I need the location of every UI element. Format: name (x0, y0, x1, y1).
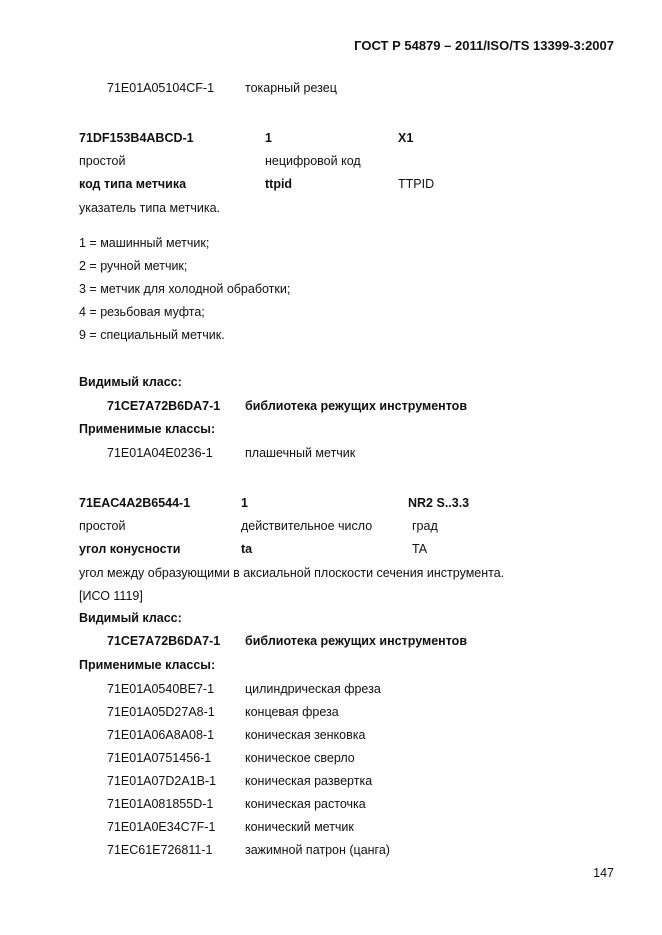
applicable-name-8: зажимной патрон (цанга) (245, 843, 390, 857)
applicable-name-7: конический метчик (245, 820, 354, 834)
entry2-id: 71EAC4A2B6544-1 (79, 496, 191, 510)
entry1-visible-label: Видимый класс: (79, 375, 182, 389)
applicable-code-7: 71E01A0E34C7F-1 (107, 820, 216, 834)
entry2-visible-name: библиотека режущих инструментов (245, 634, 468, 648)
entry1-visible-code: 71CE7A72B6DA7-1 (107, 399, 221, 413)
applicable-name-5: коническая развертка (245, 774, 373, 788)
applicable-code-2: 71E01A05D27A8-1 (107, 705, 215, 719)
entry2-applicable-label: Применимые классы: (79, 658, 216, 672)
entry2-reference: [ИСО 1119] (79, 589, 143, 603)
entry1-id: 71DF153B4ABCD-1 (79, 131, 194, 145)
applicable-name-1: цилиндрическая фреза (245, 682, 381, 696)
entry2-symbol: ta (241, 542, 253, 556)
entry1-kind: простой (79, 154, 126, 168)
entry1-value-4: 4 = резьбовая муфта; (79, 305, 205, 319)
entry2-name: угол конусности (79, 542, 181, 556)
entry1-symbol-upper: TTPID (398, 177, 435, 191)
page-header: ГОСТ Р 54879 – 2011/ISO/TS 13399-3:2007 (354, 38, 614, 53)
applicable-name-2: концевая фреза (245, 705, 339, 719)
entry1-datatype: нецифровой код (265, 154, 361, 168)
entry2-kind: простой (79, 519, 126, 533)
applicable-name-6: коническая расточка (245, 797, 366, 811)
entry1-name: код типа метчика (79, 177, 187, 191)
entry1-visible-name: библиотека режущих инструментов (245, 399, 468, 413)
entry2-code: NR2 S..3.3 (408, 496, 470, 510)
entry1-applicable-name: плашечный метчик (245, 446, 356, 460)
entry1-definition: указатель типа метчика. (79, 201, 221, 215)
entry1-value-5: 9 = специальный метчик. (79, 328, 225, 342)
entry1-code: X1 (398, 131, 414, 145)
applicable-code-4: 71E01A0751456-1 (107, 751, 212, 765)
entry1-value-1: 1 = машинный метчик; (79, 236, 210, 250)
entry2-visible-code: 71CE7A72B6DA7-1 (107, 634, 221, 648)
applicable-name-3: коническая зенковка (245, 728, 366, 742)
entry1-value-3: 3 = метчик для холодной обработки; (79, 282, 291, 296)
entry1-value-2: 2 = ручной метчик; (79, 259, 188, 273)
entry2-unit: град (412, 519, 438, 533)
applicable-code-1: 71E01A0540BE7-1 (107, 682, 215, 696)
top-item-name: токарный резец (245, 81, 337, 95)
entry1-version: 1 (265, 131, 272, 145)
page-number: 147 (593, 866, 614, 880)
top-item-code: 71E01A05104CF-1 (107, 81, 215, 95)
entry1-symbol: ttpid (265, 177, 293, 191)
applicable-code-8: 71EC61E726811-1 (107, 843, 213, 857)
applicable-name-4: коническое сверло (245, 751, 355, 765)
entry2-visible-label: Видимый класс: (79, 611, 182, 625)
entry2-version: 1 (241, 496, 248, 510)
applicable-code-3: 71E01A06A8A08-1 (107, 728, 215, 742)
entry1-applicable-code: 71E01A04E0236-1 (107, 446, 213, 460)
applicable-code-5: 71E01A07D2A1B-1 (107, 774, 217, 788)
entry1-applicable-label: Применимые классы: (79, 422, 216, 436)
applicable-code-6: 71E01A081855D-1 (107, 797, 214, 811)
entry2-datatype: действительное число (241, 519, 373, 533)
entry2-symbol-upper: TA (412, 542, 428, 556)
entry2-definition: угол между образующими в аксиальной плоскости сечения инструмента. (79, 566, 505, 580)
